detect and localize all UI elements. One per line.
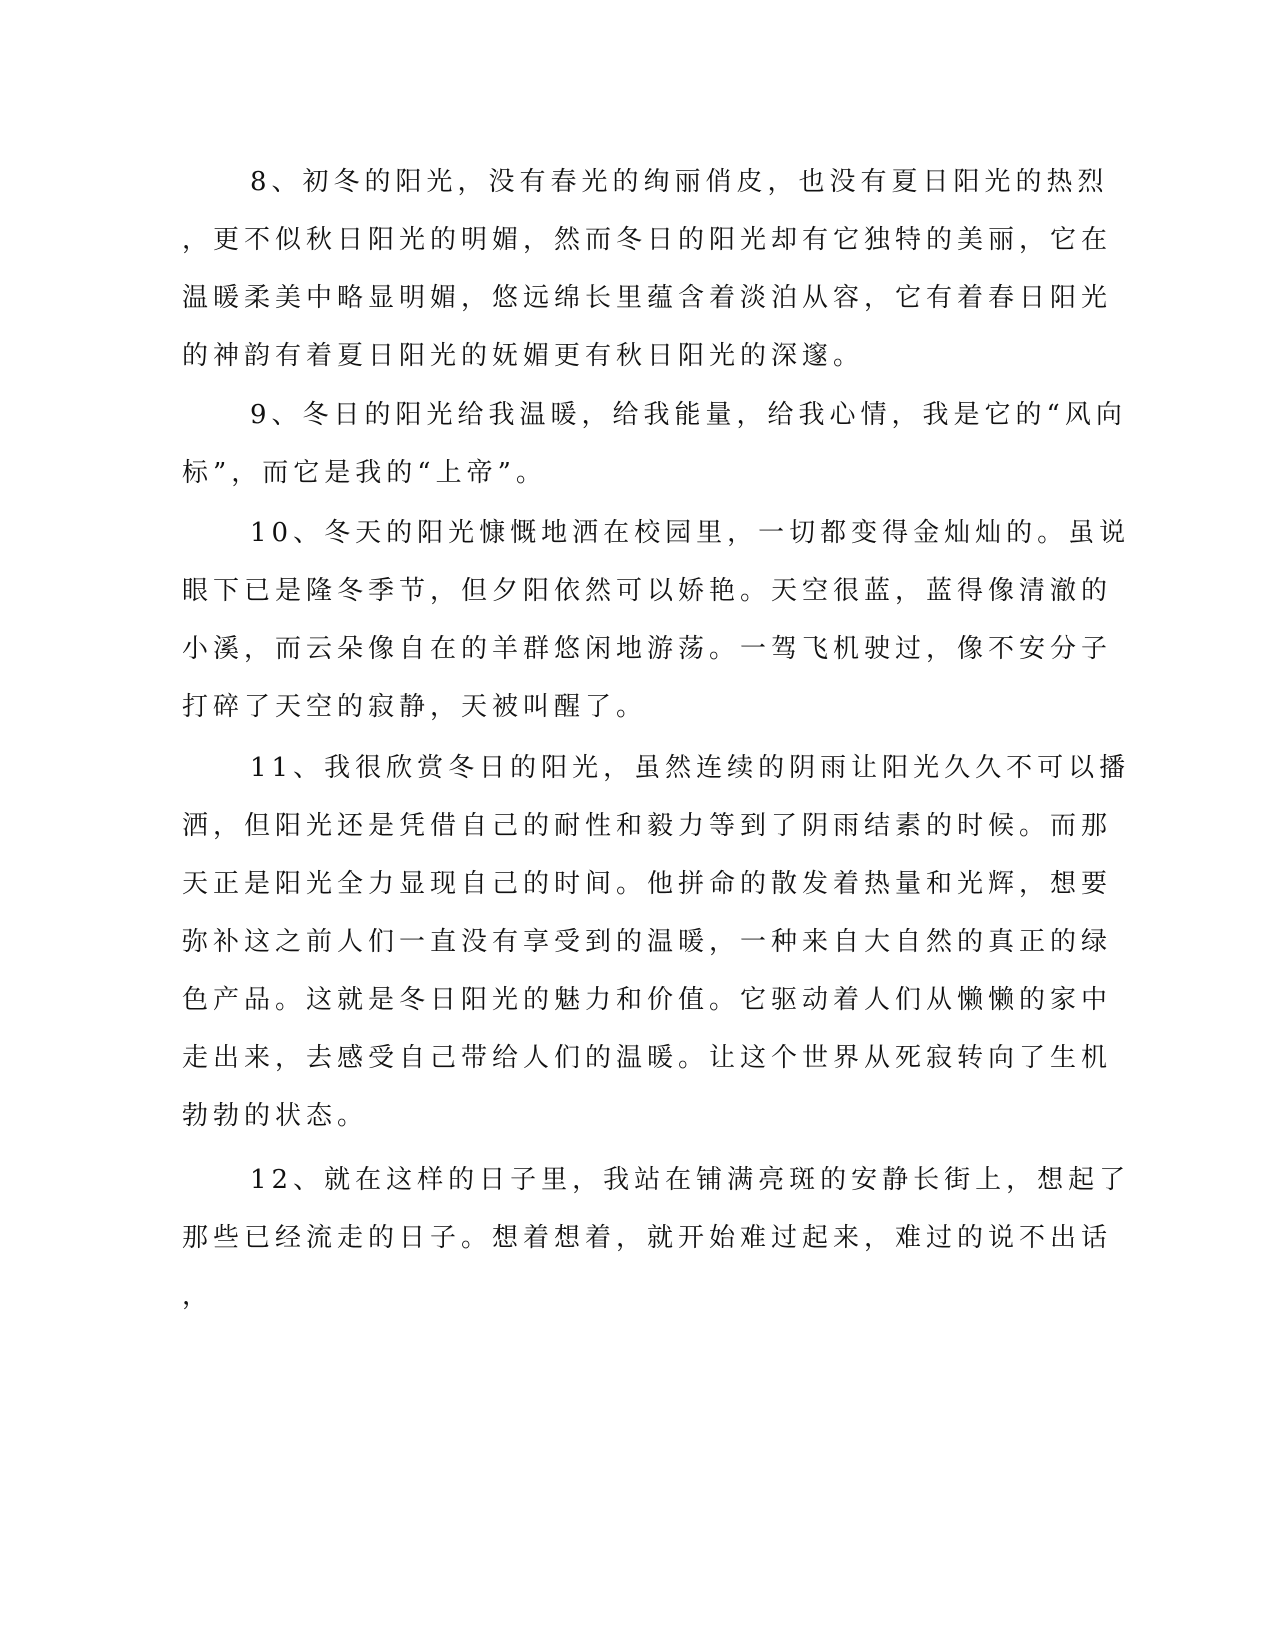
paragraph-line: 眼下已是隆冬季节，但夕阳依然可以娇艳。天空很蓝，蓝得像清澈的 bbox=[182, 576, 1113, 606]
paragraph-line: 的神韵有着夏日阳光的妩媚更有秋日阳光的深邃。 bbox=[182, 341, 865, 371]
paragraph-line: 9、冬日的阳光给我温暖，给我能量，给我心情，我是它的“风向 bbox=[250, 400, 1127, 430]
paragraph-line: 标”，而它是我的“上帝”。 bbox=[182, 458, 547, 488]
paragraph-11 bbox=[182, 739, 1131, 1145]
paragraph-10 bbox=[182, 504, 1131, 736]
paragraph-line: 勃勃的状态。 bbox=[182, 1101, 369, 1131]
paragraph-line: 12、就在这样的日子里，我站在铺满亮斑的安静长街上，想起了 bbox=[250, 1165, 1131, 1195]
paragraph-line: 小溪，而云朵像自在的羊群悠闲地游荡。一驾飞机驶过，像不安分子 bbox=[182, 634, 1113, 664]
paragraph-line: 温暖柔美中略显明媚，悠远绵长里蕴含着淡泊从容，它有着春日阳光 bbox=[182, 283, 1113, 313]
paragraph-line: 那些已经流走的日子。想着想着，就开始难过起来，难过的说不出话 bbox=[182, 1223, 1113, 1253]
paragraph-line: ， bbox=[182, 1281, 214, 1311]
paragraph-12 bbox=[182, 1151, 1131, 1325]
paragraph-8 bbox=[182, 153, 1113, 385]
paragraph-9 bbox=[182, 386, 1127, 502]
paragraph-line: 打碎了天空的寂静，天被叫醒了。 bbox=[182, 692, 648, 722]
paragraph-line: 洒，但阳光还是凭借自己的耐性和毅力等到了阴雨结素的时候。而那 bbox=[182, 811, 1113, 841]
paragraph-line: 天正是阳光全力显现自己的时间。他拼命的散发着热量和光辉，想要 bbox=[182, 869, 1113, 899]
paragraph-line: 弥补这之前人们一直没有享受到的温暖，一种来自大自然的真正的绿 bbox=[182, 927, 1113, 957]
paragraph-line: 8、初冬的阳光，没有春光的绚丽俏皮，也没有夏日阳光的热烈 bbox=[250, 167, 1109, 197]
paragraph-line: 11、我很欣赏冬日的阳光，虽然连续的阴雨让阳光久久不可以播 bbox=[250, 753, 1131, 783]
paragraph-line: ，更不似秋日阳光的明媚，然而冬日的阳光却有它独特的美丽，它在 bbox=[182, 225, 1113, 255]
paragraph-line: 走出来，去感受自己带给人们的温暖。让这个世界从死寂转向了生机 bbox=[182, 1043, 1113, 1073]
paragraph-line: 色产品。这就是冬日阳光的魅力和价值。它驱动着人们从懒懒的家中 bbox=[182, 985, 1113, 1015]
paragraph-line: 10、冬天的阳光慷慨地洒在校园里，一切都变得金灿灿的。虽说 bbox=[250, 518, 1131, 548]
